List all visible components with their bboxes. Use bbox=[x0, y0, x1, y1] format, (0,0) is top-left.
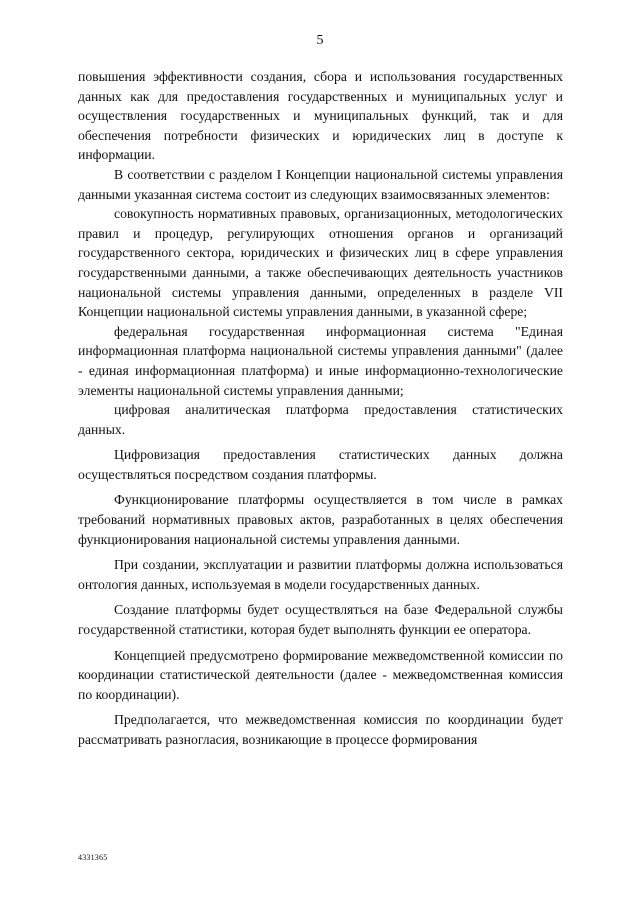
paragraph-digital-platform: цифровая аналитическая платформа предоставления статистических данных. bbox=[78, 402, 563, 437]
page-number: 5 bbox=[316, 33, 324, 48]
paragraph-system-elements: В соответствии с разделом I Концепции национальной системы управления данными указанная система состоит из следующих взаимосвязанных элементов: bbox=[78, 166, 563, 202]
paragraph-functioning: Функционирование платформы осуществляется в том числе в рамках требований нормативных правовых актов, разработанных в целях обеспечения функционирования национальной системы управления данными. bbox=[78, 492, 563, 547]
document-code: 4331365 bbox=[78, 853, 108, 862]
paragraph-commission: Концепцией предусмотрено формирование межведомственной комиссии по координации статистической деятельности (далее - межведомственная комиссия по координации). bbox=[78, 647, 563, 702]
paragraph-platform-creation: Создание платформы будет осуществляться на базе Федеральной службы государственной статистики, которая будет выполнять функции ее оператора. bbox=[78, 602, 563, 638]
paragraph-federal-system: федеральная государственная информационная система "Единая информационная платформа национальной системы управления данными" (далее - единая информационная платформа) и иные информационно-технологические элементы национальной системы управления данными; bbox=[78, 323, 563, 398]
paragraph-commission-role: Предполагается, что межведомственная комиссия по координации будет рассматривать разногласия, возникающие в процессе формирования bbox=[78, 712, 563, 747]
paragraph-normative-set: совокупность нормативных правовых, организационных, методологических правил и процедур, регулирующих отношения органов и организаций государственного сектора, юридических и физических лиц в сфере управления государственными данными, а также обеспечивающих деятельность участников национальной системы управления данными, определенных в разделе VII Концепции национальной системы управления данными, в указанной сфере; bbox=[78, 206, 563, 320]
paragraph-ontology: При создании, эксплуатации и развитии платформы должна использоваться онтология данных, используемая в модели государственных данных. bbox=[78, 557, 563, 592]
document-body bbox=[78, 67, 563, 750]
paragraph-digitalization: Цифровизация предоставления статистических данных должна осуществляться посредством создания платформы. bbox=[78, 447, 563, 482]
paragraph-continuation: повышения эффективности создания, сбора и использования государственных данных как для предоставления государственных и муниципальных услуг и осуществления государственных и муниципальных функций, так и для обеспечения потребности физических и юридических лиц в доступе к информации. bbox=[78, 69, 563, 163]
